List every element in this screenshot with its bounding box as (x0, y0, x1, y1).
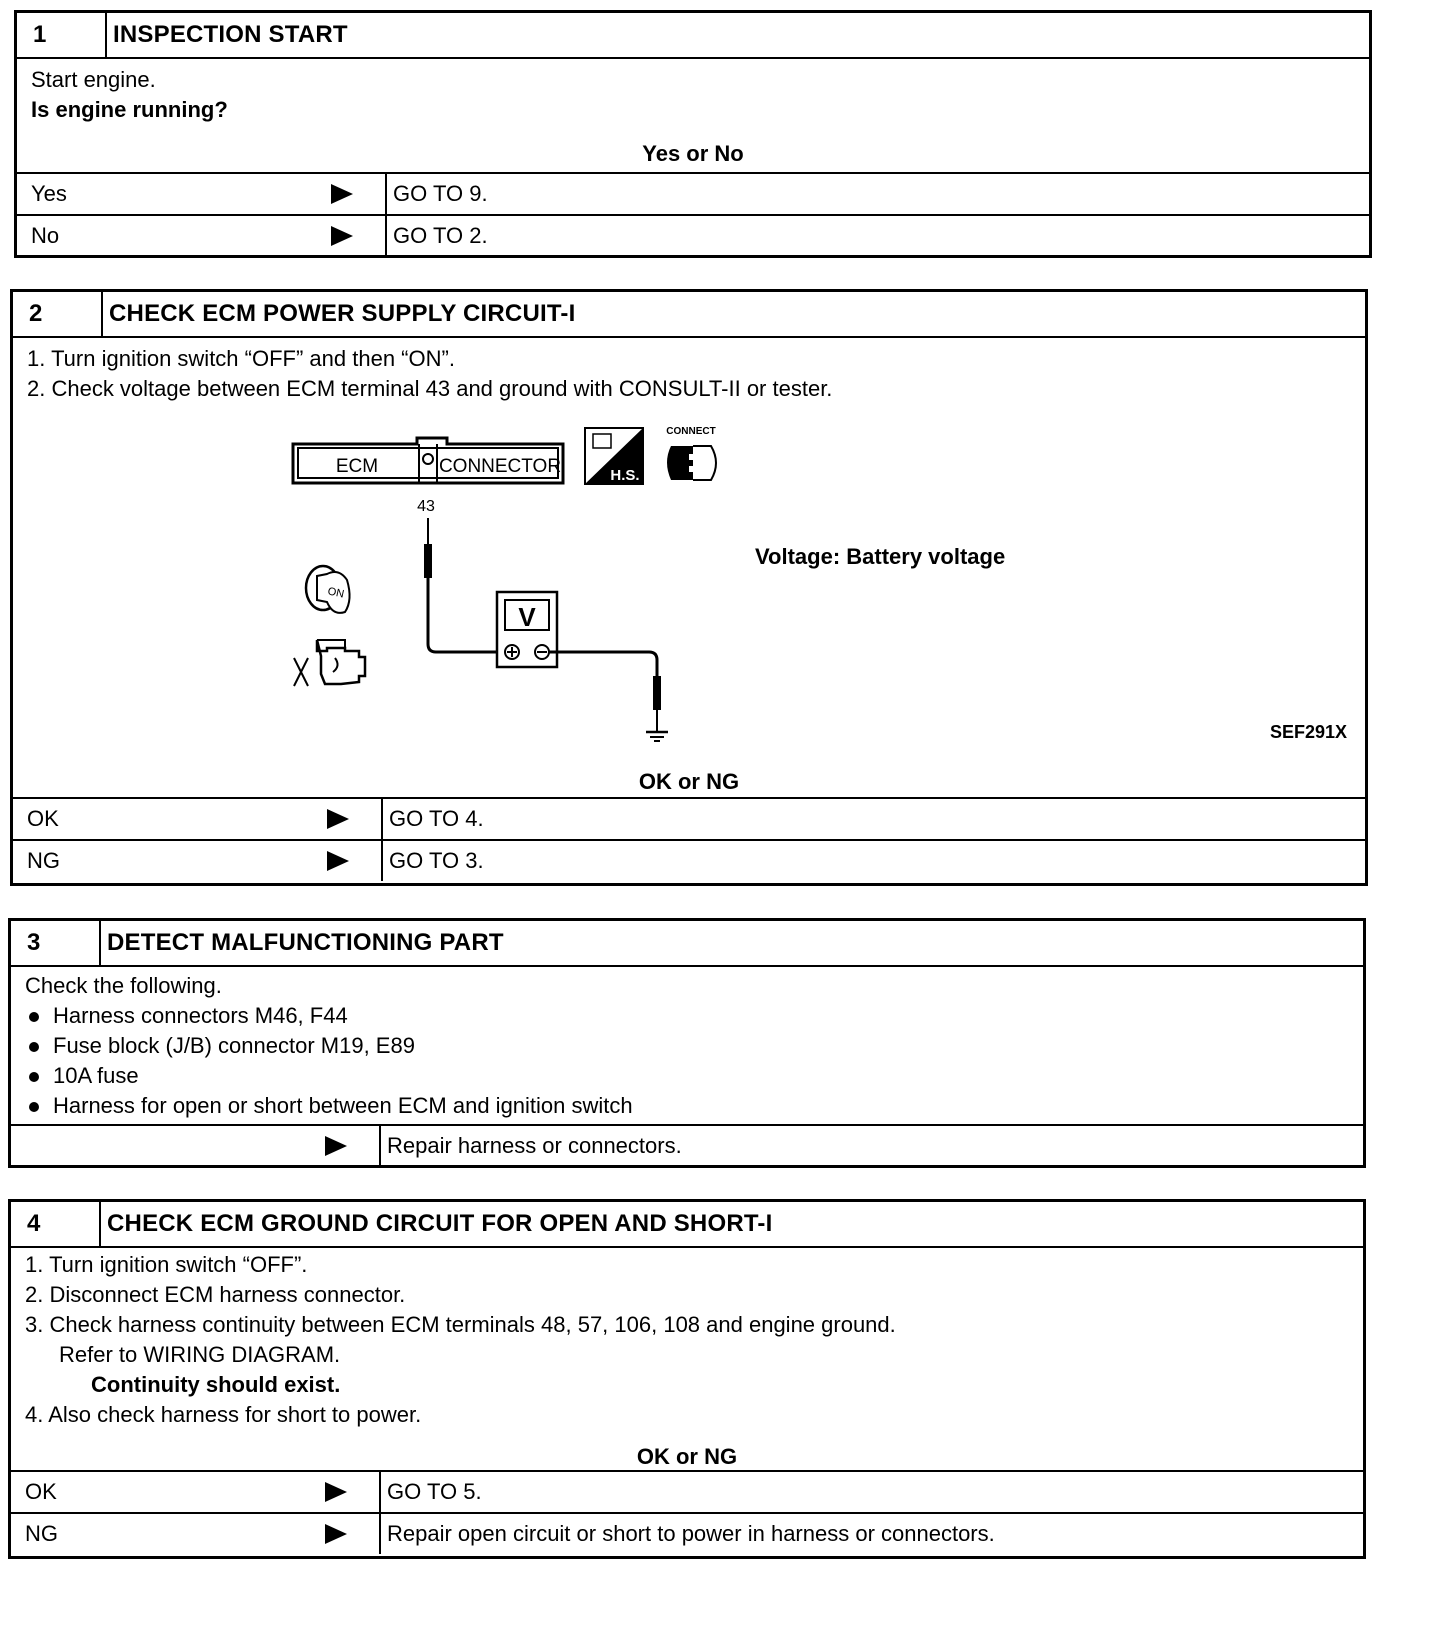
voltage-spec: Voltage: Battery voltage (755, 544, 1006, 569)
question-line: Is engine running? (31, 97, 228, 122)
step-title: DETECT MALFUNCTIONING PART (107, 929, 504, 956)
outcome-row[interactable] (17, 214, 1369, 256)
instruction-line: 2. Check voltage between ECM terminal 43 and ground with CONSULT-II or tester. (27, 376, 833, 401)
figure-reference-code: SEF291X (1269, 722, 1347, 742)
step-number: 2 (13, 292, 103, 336)
intro-line: Check the following. (25, 973, 222, 998)
step-number: 4 (11, 1202, 101, 1246)
outcome-row[interactable] (17, 172, 1369, 214)
decision-label: OK or NG (638, 769, 740, 794)
checklist-item: Harness connectors M46, F44 (25, 1001, 1349, 1031)
step-1-block (14, 10, 1372, 258)
connect-icon (666, 426, 716, 480)
meter-label: V (518, 602, 536, 632)
checklist-item: 10A fuse (25, 1061, 1349, 1091)
instruction-line: 4. Also check harness for short to power. (25, 1402, 422, 1427)
step-body (17, 59, 1369, 172)
connector-label: CONNECTOR (438, 456, 562, 477)
outcome-label: No (17, 216, 387, 256)
arrow-right-icon (331, 184, 353, 204)
step-number: 3 (11, 921, 101, 965)
checklist-item: Harness for open or short between ECM and ignition switch (25, 1091, 1349, 1121)
engine-icon (294, 640, 365, 686)
outcome-result[interactable]: Repair open circuit or short to power in harness or connectors. (387, 1521, 995, 1546)
decision-label: OK or NG (636, 1444, 738, 1469)
key-on-label: ON (326, 585, 346, 601)
positive-probe (424, 518, 497, 652)
outcome-result[interactable]: GO TO 3. (389, 848, 484, 873)
outcome-result[interactable]: GO TO 9. (393, 181, 488, 206)
outcome-label: NG (11, 1514, 381, 1554)
arrow-right-icon (331, 226, 353, 246)
connect-label: CONNECT (666, 426, 716, 437)
arrow-right-icon (325, 1482, 347, 1502)
outcome-row[interactable] (13, 797, 1365, 839)
step-2-block (10, 289, 1368, 886)
outcome-row[interactable] (11, 1124, 1363, 1166)
step-title: CHECK ECM GROUND CIRCUIT FOR OPEN AND SHORT-I (107, 1210, 773, 1237)
instruction-line: 3. Check harness continuity between ECM terminals 48, 57, 106, 108 and engine ground. (25, 1312, 896, 1337)
step-body (11, 967, 1363, 1124)
instruction-line: Refer to WIRING DIAGRAM. (59, 1342, 341, 1367)
step-title: CHECK ECM POWER SUPPLY CIRCUIT-I (109, 300, 576, 327)
arrow-right-icon (327, 809, 349, 829)
checklist-item: Fuse block (J/B) connector M19, E89 (25, 1031, 1349, 1061)
step-title: INSPECTION START (113, 21, 348, 48)
terminal-number: 43 (417, 498, 435, 515)
circuit-diagram-svg (27, 404, 1357, 759)
voltmeter-icon (497, 592, 557, 667)
outcome-label: Yes (17, 174, 387, 214)
spec-line: Continuity should exist. (91, 1372, 341, 1397)
voltage-check-diagram (27, 404, 1351, 759)
outcome-row[interactable] (13, 839, 1365, 881)
outcome-result[interactable]: GO TO 5. (387, 1479, 482, 1504)
outcome-result[interactable]: GO TO 4. (389, 806, 484, 831)
step-header (17, 13, 1369, 59)
step-number: 1 (17, 13, 107, 57)
instruction-line: Start engine. (31, 67, 156, 92)
ignition-key-on-icon (306, 566, 350, 613)
step-header (11, 921, 1363, 967)
outcome-row[interactable] (11, 1470, 1363, 1512)
outcome-result[interactable]: GO TO 2. (393, 223, 488, 248)
outcome-label: OK (13, 799, 383, 839)
harness-side-icon (585, 428, 643, 484)
outcome-result[interactable]: Repair harness or connectors. (387, 1133, 682, 1158)
step-4-block (8, 1199, 1366, 1559)
outcome-row[interactable] (11, 1512, 1363, 1554)
instruction-line: 1. Turn ignition switch “OFF”. (25, 1252, 308, 1277)
step-3-block (8, 918, 1366, 1168)
instruction-line: 2. Disconnect ECM harness connector. (25, 1282, 406, 1307)
ecm-connector-icon (293, 438, 563, 483)
step-header (11, 1202, 1363, 1248)
step-header (13, 292, 1365, 338)
outcome-label (11, 1126, 381, 1166)
step-body (13, 338, 1365, 797)
ecm-label: ECM (335, 456, 379, 477)
negative-probe (549, 652, 668, 741)
arrow-right-icon (325, 1524, 347, 1544)
hs-label: H.S. (610, 467, 640, 484)
arrow-right-icon (327, 851, 349, 871)
outcome-label: OK (11, 1472, 381, 1512)
outcome-label: NG (13, 841, 383, 881)
decision-label: Yes or No (642, 141, 744, 166)
arrow-right-icon (325, 1136, 347, 1156)
step-body (11, 1248, 1363, 1470)
instruction-line: 1. Turn ignition switch “OFF” and then “ON”. (27, 346, 455, 371)
